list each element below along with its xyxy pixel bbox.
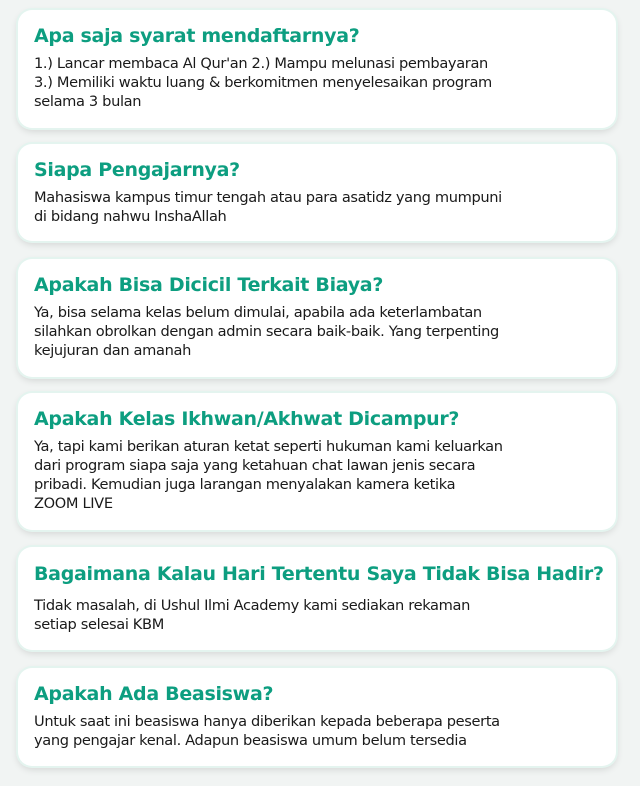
faq-answer-line: kejujuran dan amanah xyxy=(34,342,191,359)
faq-answer xyxy=(34,596,600,634)
faq-answer-line: Mahasiswa kampus timur tengah atau para asatidz yang mumpuni xyxy=(34,189,502,206)
faq-question: Siapa Pengajarnya? xyxy=(34,159,240,181)
faq-answer-line: 3.) Memiliki waktu luang & berkomitmen menyelesaikan program xyxy=(34,74,492,91)
faq-answer-line: 1.) Lancar membaca Al Qur'an 2.) Mampu melunasi pembayaran xyxy=(34,55,488,72)
faq-answer-line: pribadi. Kemudian juga larangan menyalakan kamera ketika xyxy=(34,476,456,493)
faq-card-teachers xyxy=(18,144,616,241)
faq-answer xyxy=(34,188,600,226)
faq-card-mixed-class xyxy=(18,393,616,530)
faq-answer-line: selama 3 bulan xyxy=(34,93,142,110)
faq-answer-line: Untuk saat ini beasiswa hanya diberikan kepada beberapa peserta xyxy=(34,713,500,730)
faq-answer-line: setiap selesai KBM xyxy=(34,616,164,633)
faq-question: Apa saja syarat mendaftarnya? xyxy=(34,25,360,47)
faq-question: Apakah Ada Beasiswa? xyxy=(34,683,274,705)
faq-answer xyxy=(34,54,600,111)
faq-answer-line: silahkan obrolkan dengan admin secara baik-baik. Yang terpenting xyxy=(34,323,499,340)
faq-question: Bagaimana Kalau Hari Tertentu Saya Tidak Bisa Hadir? xyxy=(34,563,604,585)
faq-question: Apakah Kelas Ikhwan/Akhwat Dicampur? xyxy=(34,408,460,430)
faq-card-requirements xyxy=(18,10,616,128)
faq-answer-line: Ya, tapi kami berikan aturan ketat seperti hukuman kami keluarkan xyxy=(34,438,503,455)
faq-answer-line: dari program siapa saja yang ketahuan chat lawan jenis secara xyxy=(34,457,476,474)
faq-answer-line: di bidang nahwu InshaAllah xyxy=(34,208,227,225)
faq-answer xyxy=(34,712,600,750)
faq-card-scholarship xyxy=(18,668,616,766)
faq-answer-line: ZOOM LIVE xyxy=(34,495,113,512)
faq-answer-line: Ya, bisa selama kelas belum dimulai, apabila ada keterlambatan xyxy=(34,304,482,321)
faq-card-absence xyxy=(18,547,616,650)
faq-answer-line: yang pengajar kenal. Adapun beasiswa umum belum tersedia xyxy=(34,732,467,749)
faq-card-installment xyxy=(18,259,616,377)
faq-answer-line: Tidak masalah, di Ushul Ilmi Academy kami sediakan rekaman xyxy=(34,597,470,614)
faq-question: Apakah Bisa Dicicil Terkait Biaya? xyxy=(34,274,384,296)
faq-answer xyxy=(34,303,600,360)
faq-answer xyxy=(34,437,600,513)
